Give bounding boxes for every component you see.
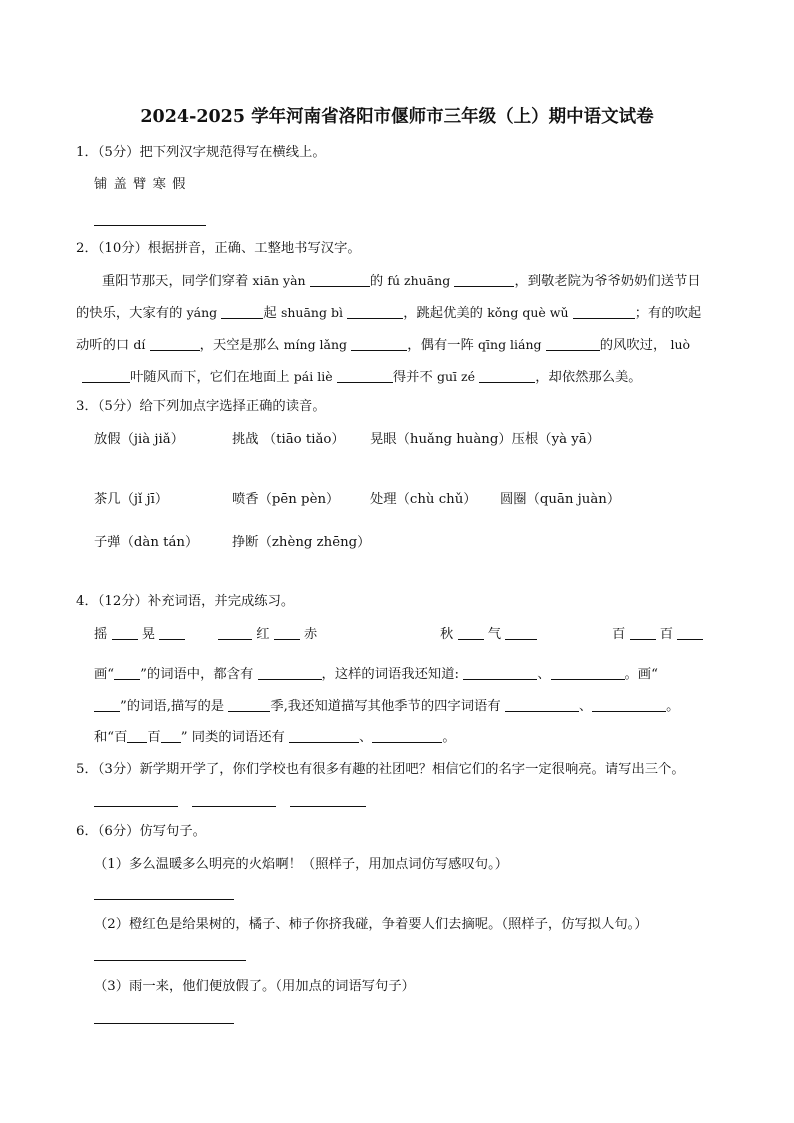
answer-line[interactable] [290, 806, 366, 807]
text: 。 [442, 730, 456, 745]
char: 秋 [440, 627, 454, 642]
page-title: 2024-2025 学年河南省洛阳市偃师市三年级（上）期中语文试卷 [140, 107, 654, 127]
char: 气 [487, 627, 502, 642]
text: 。画“ [624, 667, 658, 682]
question-2-line-2 [76, 304, 701, 323]
char: 晃 [141, 627, 156, 642]
text: 画“ [94, 667, 115, 682]
text: 、 [537, 667, 551, 682]
answer-blank[interactable] [114, 666, 140, 680]
answer-blank[interactable] [337, 369, 393, 383]
answer-blank[interactable] [161, 729, 181, 743]
question-6-part-2: （2）橙红色是给果树的，橘子、柿子你挤我碰，争着要人们去摘呢。（照样子，仿写拟人句。） [94, 917, 648, 932]
reading-option[interactable]: 晃眼（huǎng huàng）压根（yà yā） [370, 432, 600, 447]
text: ；有的吹起 [634, 306, 702, 321]
question-2-line-3 [76, 336, 690, 355]
answer-blank[interactable] [551, 666, 625, 680]
answer-blank[interactable] [150, 337, 200, 351]
reading-option[interactable]: 子弹（dàn tán） [94, 535, 199, 550]
pinyin: fú zhuāng [387, 273, 451, 288]
char: 红 [256, 627, 270, 642]
text: 的 [369, 274, 384, 289]
text: 和“百 [94, 730, 128, 745]
text: 得并不 [392, 370, 433, 385]
answer-blank[interactable] [218, 626, 252, 640]
pinyin: xiān yàn [252, 273, 306, 288]
question-2-line-4 [82, 368, 642, 387]
answer-blank[interactable] [454, 273, 514, 287]
text: ，偶有一阵 [407, 338, 474, 353]
text: 起 [263, 306, 277, 321]
answer-blank[interactable] [228, 698, 270, 712]
answer-blank[interactable] [258, 666, 322, 680]
answer-blank[interactable] [289, 729, 359, 743]
reading-option[interactable]: 放假（jià jiǎ） [94, 432, 185, 447]
answer-line[interactable] [94, 899, 234, 900]
question-2-stem: 2．（10分）根据拼音，正确、工整地书写汉字。 [76, 241, 361, 256]
question-6-stem: 6．（6分）仿写句子。 [76, 824, 206, 839]
answer-blank[interactable] [347, 305, 403, 319]
pinyin: luò [670, 337, 691, 352]
answer-blank[interactable] [505, 626, 537, 640]
text: 百 [147, 730, 161, 745]
text: 、 [359, 730, 373, 745]
question-3-stem: 3．（5分）给下列加点字选择正确的读音。 [76, 399, 326, 414]
reading-option[interactable]: 处理（chù chǔ） [370, 492, 477, 507]
text: ，却依然那么美。 [535, 370, 642, 385]
question-2-line-1 [102, 272, 701, 291]
answer-blank[interactable] [463, 666, 537, 680]
answer-blank[interactable] [94, 698, 120, 712]
text: 动听的口 [76, 338, 130, 353]
question-4-line-1 [94, 666, 658, 684]
text: 的快乐，大家有的 [76, 306, 183, 321]
answer-blank[interactable] [505, 698, 579, 712]
word-fill-2 [218, 626, 317, 644]
answer-blank[interactable] [630, 626, 656, 640]
text: 季,我还知道描写其他季节的四字词语有 [270, 699, 501, 714]
reading-option[interactable]: 挑战 （tiāo tiǎo） [232, 432, 345, 447]
reading-option[interactable]: 茶几（jǐ jī） [94, 492, 169, 507]
answer-blank[interactable] [159, 626, 185, 640]
answer-blank[interactable] [310, 273, 370, 287]
question-1-characters: 铺 盖 臂 寒 假 [94, 177, 187, 192]
question-5-stem: 5．（3分）新学期开学了，你们学校也有很多有趣的社团吧？相信它们的名字一定很响亮。请写出三个。 [76, 762, 685, 777]
char: 百 [659, 627, 674, 642]
pinyin: dí [133, 337, 146, 352]
answer-line[interactable] [94, 1023, 234, 1024]
pinyin: yáng [186, 305, 218, 320]
text: ，到敬老院为爷爷奶奶们送节日 [514, 274, 701, 289]
answer-blank[interactable] [82, 369, 130, 383]
answer-line[interactable] [94, 960, 246, 961]
answer-blank[interactable] [221, 305, 263, 319]
answer-blank[interactable] [372, 729, 442, 743]
pinyin: pái liè [293, 369, 333, 384]
question-4-line-3 [94, 729, 456, 747]
pinyin: míng lǎng [283, 337, 348, 352]
pinyin: shuāng bì [280, 305, 343, 320]
text: ” 同类的词语还有 [180, 730, 285, 745]
text: 的风吹过， [599, 338, 667, 353]
pinyin: qīng liáng [478, 337, 542, 352]
answer-blank[interactable] [592, 698, 666, 712]
answer-blank[interactable] [546, 337, 600, 351]
answer-line[interactable] [192, 806, 276, 807]
word-fill-4 [612, 626, 703, 644]
char: 摇 [94, 627, 108, 642]
text: ，这样的词语我还知道: [321, 667, 459, 682]
reading-option[interactable]: 挣断（zhèng zhēng） [232, 535, 371, 550]
text: ，跳起优美的 [403, 306, 483, 321]
text: ”的词语中，都含有 [140, 667, 254, 682]
answer-blank[interactable] [479, 369, 535, 383]
pinyin: guī zé [436, 369, 475, 384]
answer-blank[interactable] [573, 305, 635, 319]
text: ”的词语,描写的是 [120, 699, 225, 714]
text: ，天空是那么 [199, 338, 280, 353]
answer-blank[interactable] [458, 626, 484, 640]
word-fill-1 [94, 626, 185, 644]
text: 叶随风而下，它们在地面上 [130, 370, 290, 385]
answer-blank[interactable] [677, 626, 703, 640]
answer-line[interactable] [94, 806, 178, 807]
answer-blank[interactable] [351, 337, 407, 351]
word-fill-3 [440, 626, 537, 644]
pinyin: kǒng què wǔ [487, 305, 569, 320]
question-1-stem: 1．（5分）把下列汉字规范得写在横线上。 [76, 145, 326, 160]
question-6-part-1: （1）多么温暖多么明亮的火焰啊！（照样子，用加点词仿写感叹句。） [94, 857, 509, 872]
answer-blank[interactable] [127, 729, 147, 743]
answer-blank[interactable] [112, 626, 138, 640]
text: 。 [666, 699, 680, 714]
answer-line[interactable] [94, 225, 206, 226]
char: 赤 [304, 627, 318, 642]
question-6-part-3: （3）雨一来，他们便放假了。（用加点的词语写句子） [94, 979, 415, 994]
text: 、 [578, 699, 593, 714]
question-4-stem: 4．（12分）补充词语，并完成练习。 [76, 594, 295, 609]
text: 重阳节那天，同学们穿着 [102, 274, 249, 289]
reading-option[interactable]: 喷香（pēn pèn） [232, 492, 340, 507]
char: 百 [612, 627, 626, 642]
reading-option[interactable]: 圆圈（quān juàn） [500, 492, 621, 507]
question-4-line-2 [94, 698, 679, 716]
answer-blank[interactable] [274, 626, 300, 640]
